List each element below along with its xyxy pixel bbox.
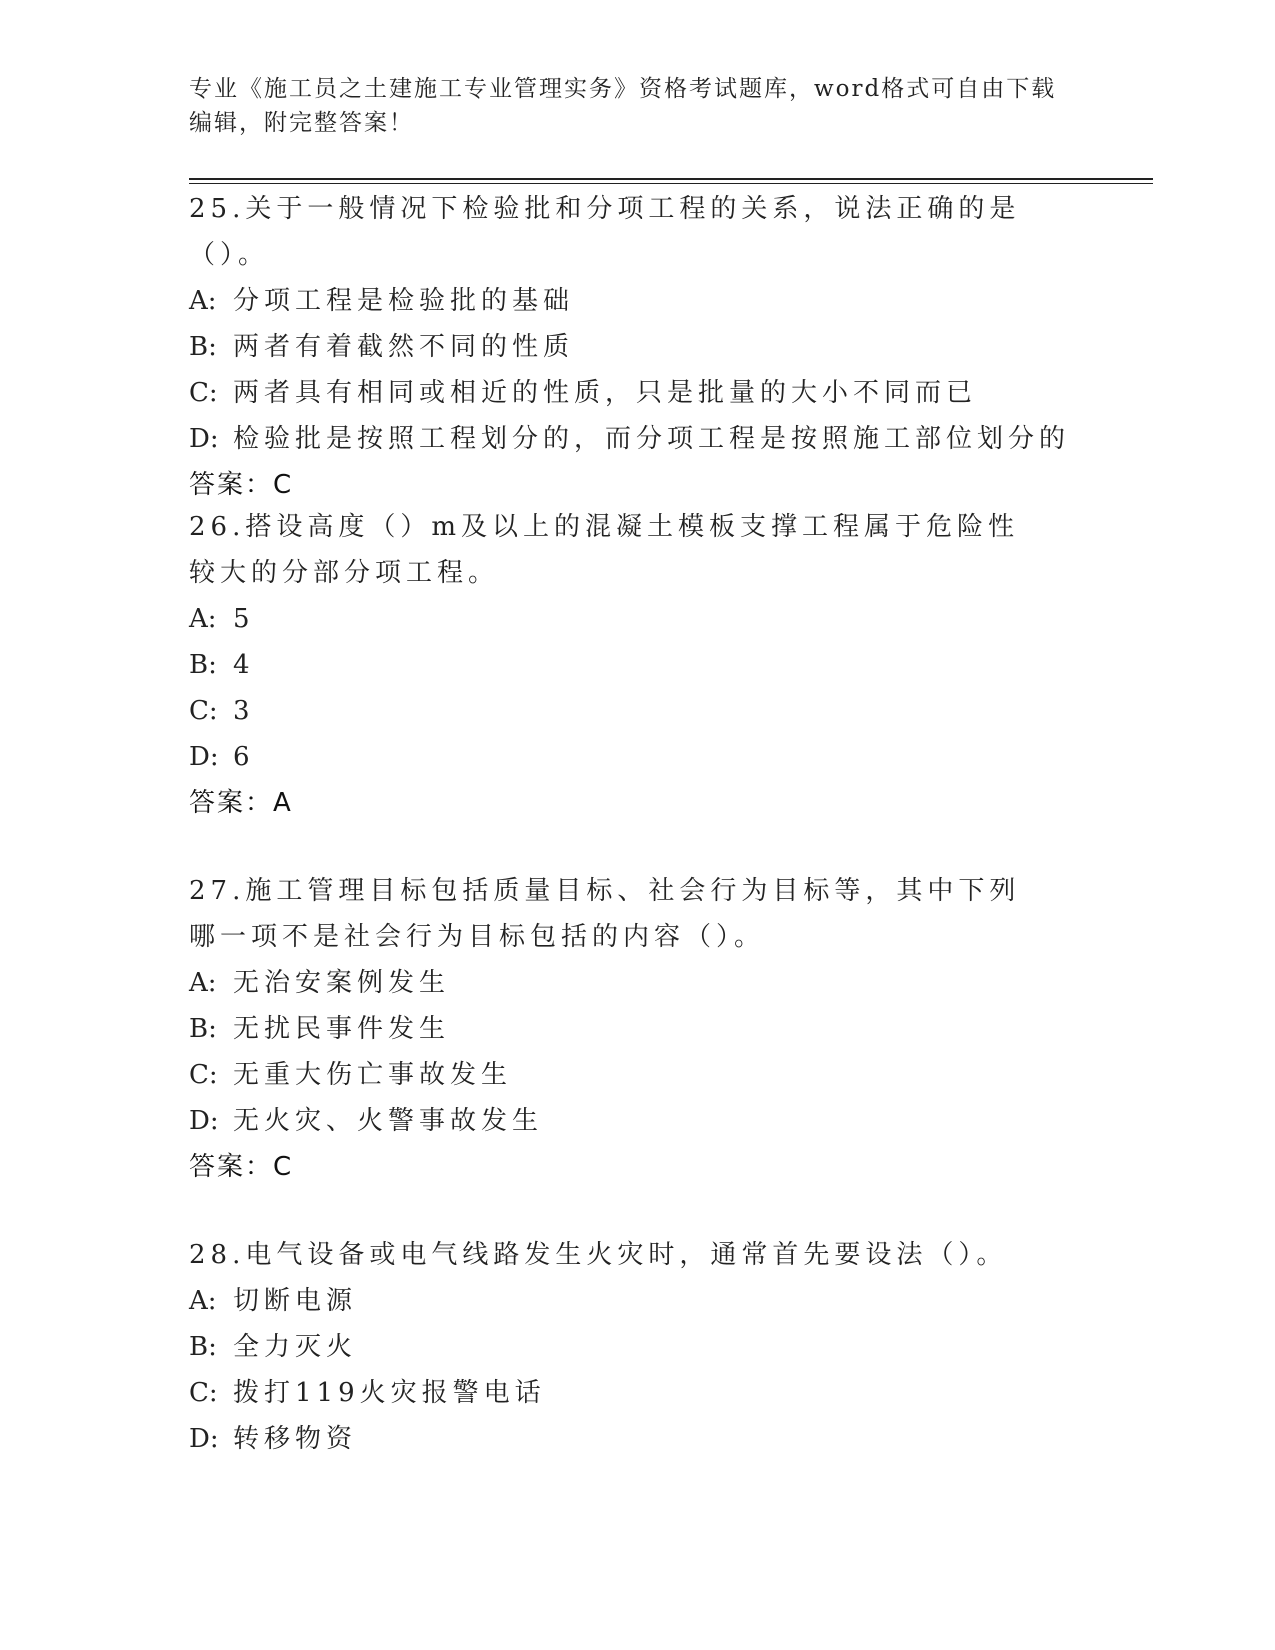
option-letter: A: — [189, 286, 217, 316]
option-c — [189, 370, 1089, 416]
option-letter: A: — [189, 968, 217, 998]
question-stem: 28.电气设备或电气线路发生火灾时，通常首先要设法（）。 — [189, 1240, 1008, 1270]
option-text: 无火灾、火警事故发生 — [233, 1106, 544, 1136]
option-text: 两者有着截然不同的性质 — [233, 332, 575, 362]
option-b — [189, 642, 1049, 688]
option-a — [189, 596, 1049, 642]
option-text: 分项工程是检验批的基础 — [233, 286, 575, 316]
option-text: 两者具有相同或相近的性质，只是批量的大小不同而已 — [233, 378, 978, 408]
option-d — [189, 734, 1049, 780]
question-stem: 26.搭设高度（）m及以上的混凝土模板支撑工程属于危险性较大的分部分项工程。 — [189, 512, 1020, 588]
question-27 — [189, 868, 1049, 1190]
option-text: 5 — [233, 604, 255, 634]
option-d — [189, 416, 1089, 462]
document-header: 专业《施工员之土建施工专业管理实务》资格考试题库，word格式可自由下载编辑，附完整答案！ — [189, 76, 1057, 136]
option-text: 6 — [233, 742, 255, 772]
header-divider-thick — [189, 178, 1153, 180]
answer-line: 答案：C — [189, 1152, 294, 1182]
option-a — [189, 1278, 1089, 1324]
option-letter: B: — [189, 332, 217, 362]
answer-line: 答案：A — [189, 788, 293, 818]
option-text: 4 — [233, 650, 255, 680]
option-text: 转移物资 — [233, 1424, 358, 1454]
option-c — [189, 688, 1049, 734]
option-text: 无治安案例发生 — [233, 968, 451, 998]
option-letter: A: — [189, 604, 217, 634]
option-b — [189, 324, 1089, 370]
option-letter: B: — [189, 650, 217, 680]
question-28 — [189, 1232, 1089, 1462]
option-letter: C: — [189, 378, 218, 408]
option-letter: D: — [189, 424, 219, 454]
option-letter: B: — [189, 1332, 217, 1362]
option-letter: C: — [189, 696, 218, 726]
option-text: 拨打119火灾报警电话 — [233, 1378, 546, 1408]
option-text: 3 — [233, 696, 255, 726]
option-letter: D: — [189, 1424, 219, 1454]
option-b — [189, 1006, 1049, 1052]
option-text: 无扰民事件发生 — [233, 1014, 451, 1044]
option-c — [189, 1052, 1049, 1098]
header-divider-thin — [189, 183, 1153, 184]
option-a — [189, 960, 1049, 1006]
option-letter: B: — [189, 1014, 217, 1044]
option-letter: C: — [189, 1378, 218, 1408]
question-stem: 27.施工管理目标包括质量目标、社会行为目标等，其中下列哪一项不是社会行为目标包括的内容（）。 — [189, 876, 1021, 952]
option-letter: A: — [189, 1286, 217, 1316]
question-stem: 25.关于一般情况下检验批和分项工程的关系，说法正确的是（）。 — [189, 194, 1021, 270]
option-text: 检验批是按照工程划分的，而分项工程是按照施工部位划分的 — [233, 424, 1071, 454]
option-c — [189, 1370, 1089, 1416]
option-text: 全力灭火 — [233, 1332, 358, 1362]
option-letter: D: — [189, 742, 219, 772]
option-b — [189, 1324, 1089, 1370]
option-a — [189, 278, 1089, 324]
option-letter: D: — [189, 1106, 219, 1136]
question-26 — [189, 504, 1049, 826]
question-25 — [189, 186, 1089, 508]
option-text: 无重大伤亡事故发生 — [233, 1060, 513, 1090]
option-letter: C: — [189, 1060, 218, 1090]
answer-line: 答案：C — [189, 470, 294, 500]
option-d — [189, 1416, 1089, 1462]
option-text: 切断电源 — [233, 1286, 358, 1316]
option-d — [189, 1098, 1049, 1144]
